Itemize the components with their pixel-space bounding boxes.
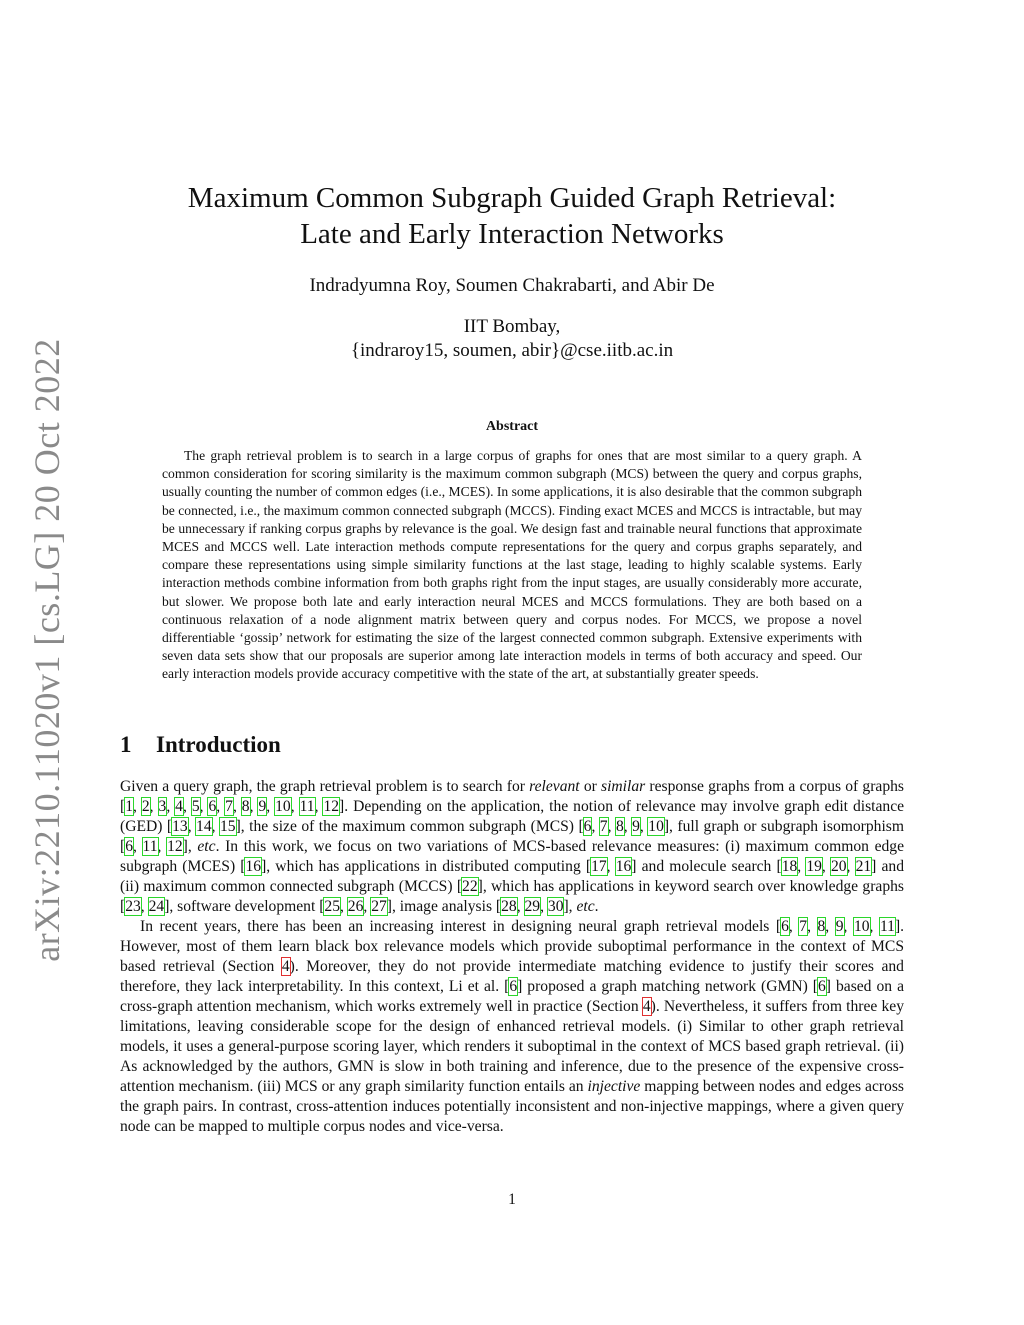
body-text: , xyxy=(591,818,600,835)
body-text: , xyxy=(249,798,259,815)
body-text: , xyxy=(199,798,209,815)
page-number: 1 xyxy=(508,1191,516,1208)
citation-link[interactable]: 11 xyxy=(142,838,158,855)
paper-title xyxy=(120,180,904,252)
citation-link[interactable]: 2 xyxy=(141,798,150,815)
citation-link[interactable]: 15 xyxy=(220,818,236,835)
section-heading xyxy=(120,732,281,758)
citation-link[interactable]: 9 xyxy=(258,798,267,815)
body-text: response graphs from a corpus of graphs [ xyxy=(120,778,904,815)
body-text: ). Moreover, they do not provide intermediate matching evidence to justify their scores and therefore, they lack interpretability. In this context, Li et al. [ xyxy=(120,958,904,995)
body-text: ], image analysis [ xyxy=(386,898,502,915)
citation-link[interactable]: 6 xyxy=(817,978,826,995)
citation-link[interactable]: 27 xyxy=(371,898,387,915)
citation-link[interactable]: 11 xyxy=(299,798,315,815)
section-number: 1 xyxy=(120,732,132,757)
citation-link[interactable]: 6 xyxy=(583,818,592,835)
body-text: , xyxy=(607,818,616,835)
body-text: , xyxy=(846,858,856,875)
body-text: ] and (ii) maximum common connected subgraph (MCCS) [ xyxy=(120,858,904,895)
body-text: ], software development [ xyxy=(164,898,325,915)
body-text: ). Nevertheless, it suffers from three key limitations, leaving considerable scope for the design of enhanced retrieval models. (i) Similar to other graph retrieval models, it uses a general-purpose scoring layer, which renders it suboptimal in the context of MCS based graph retrieval. (ii) As acknowledged by the authors, GMN is slow in both training and inference, due to the presence of the expensive cross-attention mechanism. (iii) MCS or any graph similarity function entails an xyxy=(120,998,905,1095)
citation-link[interactable]: 30 xyxy=(547,898,564,915)
body-text: , xyxy=(606,858,616,875)
citation-link[interactable]: 21 xyxy=(855,858,872,875)
intro-paragraph-2 xyxy=(120,917,904,1137)
body-text: , xyxy=(623,818,633,835)
body-text: , xyxy=(843,918,854,935)
citation-link[interactable]: 6 xyxy=(125,838,133,855)
citation-link[interactable]: 5 xyxy=(191,798,200,815)
body-text: ], xyxy=(182,838,198,855)
body-text: , xyxy=(639,818,649,835)
citation-link[interactable]: 12 xyxy=(323,798,340,815)
body-text: , xyxy=(211,818,220,835)
citation-link[interactable]: 7 xyxy=(599,818,608,835)
body-text: ], which has applications in distributed computing [ xyxy=(261,858,592,875)
body-text: , xyxy=(821,858,831,875)
body-text: ]. Depending on the application, the notion of relevance may involve graph edit distance (GED) [ xyxy=(120,798,905,835)
body-text: , xyxy=(290,798,300,815)
body-text: , xyxy=(182,798,192,815)
citation-link[interactable]: 20 xyxy=(830,858,847,875)
affiliation-emails: {indraroy15, soumen, abir}@cse.iitb.ac.in xyxy=(350,340,674,361)
body-text: ] based on a cross-graph attention mechanism, which works extremely well in practice (Section xyxy=(120,978,904,1015)
citation-link[interactable]: 8 xyxy=(615,818,624,835)
body-text: ], which has applications in keyword search over knowledge graphs [ xyxy=(120,878,904,915)
body-text: , xyxy=(157,838,168,855)
body-text: mapping between nodes and edges across the graph pairs. In contrast, cross-attention induces potentially inconsistent and non-injective mappings, where a given query node can be mapped to multiple corpus nodes and vice-versa. xyxy=(120,1078,904,1135)
body-text: ], xyxy=(563,898,577,915)
emphasized-text: etc xyxy=(197,838,216,855)
citation-link[interactable]: 17 xyxy=(591,858,607,875)
body-text: ], full graph or subgraph isomorphism [ xyxy=(120,818,905,855)
citation-link[interactable]: 12 xyxy=(167,838,183,855)
body-text: . xyxy=(594,898,599,915)
citation-link[interactable]: 14 xyxy=(196,818,212,835)
affiliation-institution: IIT Bombay, xyxy=(463,316,561,337)
citation-link[interactable]: 6 xyxy=(781,918,789,935)
citation-link[interactable]: 9 xyxy=(632,818,640,835)
body-text: , xyxy=(797,858,807,875)
citation-link[interactable]: 6 xyxy=(509,978,518,995)
section-reference-link[interactable]: 4 xyxy=(281,958,290,975)
body-text: , xyxy=(133,798,142,815)
body-text: , xyxy=(166,798,176,815)
body-text: , xyxy=(149,798,159,815)
citation-link[interactable]: 28 xyxy=(501,898,517,915)
body-text: , xyxy=(788,918,800,935)
body-text: , xyxy=(869,918,880,935)
body-text: , xyxy=(140,898,149,915)
citation-link[interactable]: 18 xyxy=(781,858,798,875)
abstract-heading: Abstract xyxy=(485,419,539,434)
citation-link[interactable]: 3 xyxy=(158,798,167,815)
body-text: , xyxy=(340,898,348,915)
arxiv-identifier: arXiv:2210.11020v1 [cs.LG] 20 Oct 2022 xyxy=(27,338,68,962)
body-text: , xyxy=(825,918,836,935)
citation-link[interactable]: 7 xyxy=(225,798,233,815)
abstract-text: The graph retrieval problem is to search in a large corpus of graphs for ones that are most similar to a query graph. A common consideration for scoring similarity is the maximum common subgraph (MCS) between the query and corpus graphs, usually counting the number of common edges (i.e., MCES). In some applications, it is also desirable that the common subgraph be connected, i.e., the maximum common connected subgraph (MCCS). Finding exact MCES and MCCS is intractable, but may be unnecessary if ranking corpus graphs by relevance is the goal. We design fast and trainable neural functions that approximate MCES and MCCS well. Late interaction methods compute representations for the query and corpus graphs separately, and compare these representations using simple similarity functions at the last stage, leading to highly scalable systems. Early interaction methods combine information from both graphs right from the input stages, are usually considerably more accurate, but slower. We propose both late and early interaction neural MCES and MCCS formulations. They are both based on a continuous relaxation of a node alignment matrix between query and corpus nodes. For MCCS, we propose a novel differentiable ‘gossip’ network for estimating the size of the largest connected common subgraph. Extensive experiments with seven data sets show that our proposals are superior among late interaction models in terms of both accuracy and speed. Our early interaction models provide accuracy competitive with the state of the art, at substantially greater speeds. xyxy=(162,448,862,682)
citation-link[interactable]: 22 xyxy=(462,878,478,895)
section-reference-link[interactable]: 4 xyxy=(642,998,651,1015)
citation-link[interactable]: 23 xyxy=(125,898,141,915)
body-text: or xyxy=(579,778,601,795)
citation-link[interactable]: 16 xyxy=(615,858,632,875)
body-text: , xyxy=(133,838,143,855)
body-text: In recent years, there has been an increasing interest in designing neural graph retrieval models [ xyxy=(140,918,782,935)
arxiv-stamp xyxy=(22,338,72,962)
citation-link[interactable]: 24 xyxy=(148,898,165,915)
body-text: , xyxy=(314,798,324,815)
citation-link[interactable]: 4 xyxy=(175,798,183,815)
citation-link[interactable]: 10 xyxy=(853,918,870,935)
body-text: , xyxy=(540,898,548,915)
emphasized-text: similar xyxy=(601,778,646,795)
citation-link[interactable]: 1 xyxy=(125,798,133,815)
emphasized-text: etc xyxy=(576,898,595,915)
body-text: , xyxy=(266,798,276,815)
citation-link[interactable]: 10 xyxy=(275,798,291,815)
citation-link[interactable]: 16 xyxy=(245,858,262,875)
body-text: , xyxy=(807,918,818,935)
citation-link[interactable]: 29 xyxy=(524,898,541,915)
emphasized-text: relevant xyxy=(529,778,580,795)
citation-link[interactable]: 10 xyxy=(648,818,664,835)
body-text: , xyxy=(516,898,525,915)
citation-link[interactable]: 6 xyxy=(208,798,217,815)
citation-link[interactable]: 19 xyxy=(806,858,822,875)
body-text: ] and molecule search [ xyxy=(631,858,782,875)
citation-link[interactable]: 8 xyxy=(817,918,826,935)
body-text: , xyxy=(363,898,372,915)
body-text: ]. However, most of them learn black box relevance models which provide suboptimal performance in the context of MCS based retrieval (Section xyxy=(120,918,905,975)
body-text: , xyxy=(187,818,197,835)
citation-link[interactable]: 8 xyxy=(241,798,250,815)
citation-link[interactable]: 11 xyxy=(879,918,895,935)
section-title: Introduction xyxy=(156,732,281,757)
body-text: Given a query graph, the graph retrieval problem is to search for xyxy=(120,778,530,795)
body-text: , xyxy=(216,798,226,815)
body-text: ], the size of the maximum common subgraph (MCS) [ xyxy=(235,818,584,835)
emphasized-text: injective xyxy=(587,1078,641,1095)
citation-link[interactable]: 9 xyxy=(835,918,844,935)
body-text: . In this work, we focus on two variations of MCS-based relevance measures: (i) maximum common edge subgraph (MCES) [ xyxy=(120,838,905,875)
body-text: ] proposed a graph matching network (GMN) [ xyxy=(517,978,818,995)
citation-link[interactable]: 13 xyxy=(172,818,188,835)
title-line-2: Late and Early Interaction Networks xyxy=(300,218,724,250)
citation-link[interactable]: 26 xyxy=(347,898,364,915)
citation-link[interactable]: 7 xyxy=(799,918,808,935)
citation-link[interactable]: 25 xyxy=(324,898,340,915)
author-list: Indradyumna Roy, Soumen Chakrabarti, and Abir De xyxy=(309,275,715,296)
title-line-1: Maximum Common Subgraph Guided Graph Retrieval: xyxy=(187,182,837,214)
intro-paragraph-1 xyxy=(120,777,904,917)
body-text: , xyxy=(232,798,242,815)
affiliation xyxy=(120,315,904,363)
